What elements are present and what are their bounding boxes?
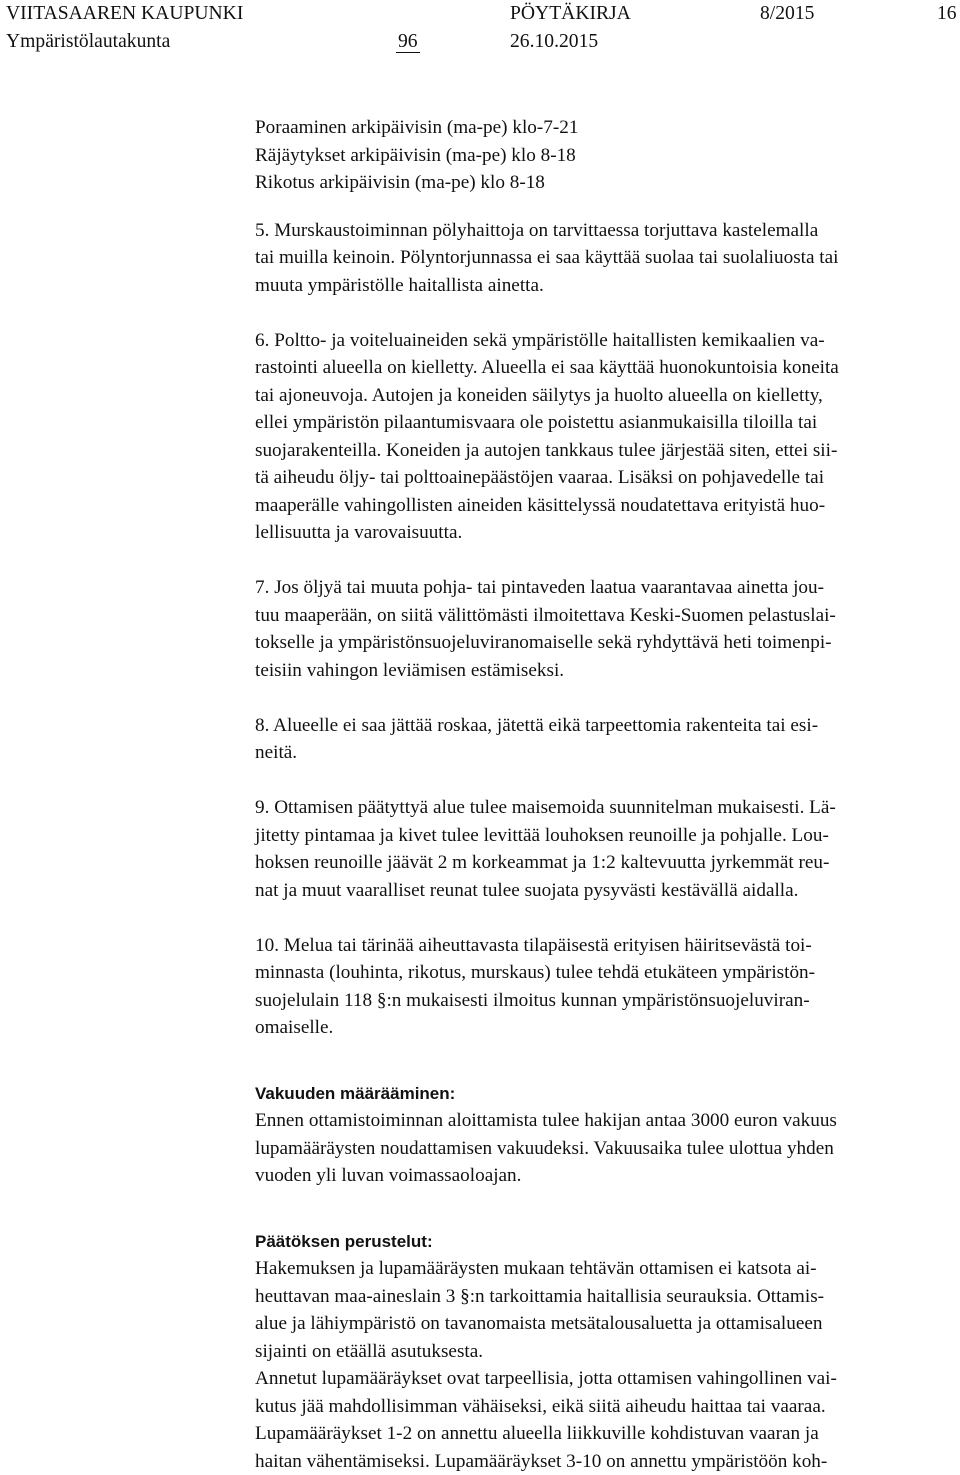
text-line: Hakemuksen ja lupamääräysten mukaan tehtävän ottamisen ei katsota ai- xyxy=(255,1255,955,1283)
text-line: 9. Ottamisen päätyttyä alue tulee maisemoida suunnitelman mukaisesti. Lä- xyxy=(255,794,955,822)
text-line: teisiin vahingon leviämisen estämiseksi. xyxy=(255,657,955,685)
text-line: hoksen reunoille jäävät 2 m korkeammat ja 1:2 kaltevuutta jyrkemmät reu- xyxy=(255,849,955,877)
meeting-date: 26.10.2015 xyxy=(510,30,598,54)
document-body xyxy=(255,114,955,1475)
text-line: lupamääräysten noudattamisen vakuudeksi. Vakuusaika tulee ulottua yhden xyxy=(255,1135,955,1163)
item-7 xyxy=(255,574,955,684)
text-line: tai muilla keinoin. Pölyntorjunnassa ei saa käyttää suolaa tai suolaliuosta tai xyxy=(255,244,955,272)
text-line: Poraaminen arkipäivisin (ma-pe) klo-7-21 xyxy=(255,114,955,142)
reasons-text xyxy=(255,1255,955,1475)
item-9 xyxy=(255,794,955,904)
text-line: ellei ympäristön pilaantumisvaara ole poistettu asianmukaisilla tiloilla tai xyxy=(255,409,955,437)
section-number: 96 xyxy=(398,30,418,54)
text-line: 7. Jos öljyä tai muuta pohja- tai pintaveden laatua vaarantavaa ainetta jou- xyxy=(255,574,955,602)
text-line: Lupamääräykset 1-2 on annettu alueella liikkuville kohdistuvan vaaran ja xyxy=(255,1420,955,1448)
text-line: suojelulain 118 §:n mukaisesti ilmoitus kunnan ympäristönsuojeluviran- xyxy=(255,987,955,1015)
text-line: Räjäytykset arkipäivisin (ma-pe) klo 8-18 xyxy=(255,142,955,170)
text-line: neitä. xyxy=(255,739,955,767)
text-line: omaiselle. xyxy=(255,1014,955,1042)
text-line: sijainti on etäällä asutuksesta. xyxy=(255,1338,955,1366)
text-line: 10. Melua tai tärinää aiheuttavasta tilapäisestä erityisen häiritsevästä toi- xyxy=(255,932,955,960)
text-line: rastointi alueella on kielletty. Alueella ei saa käyttää huonokuntoisia koneita xyxy=(255,354,955,382)
reasons-heading: Päätöksen perustelut: xyxy=(255,1228,955,1256)
text-line: vuoden yli luvan voimassaoloajan. xyxy=(255,1162,955,1190)
text-line: tokselle ja ympäristönsuojeluviranomaiselle sekä ryhdyttävä heti toimenpi- xyxy=(255,629,955,657)
item-10 xyxy=(255,932,955,1042)
text-line: Annetut lupamääräykset ovat tarpeellisia, jotta ottamisen vahingollinen vai- xyxy=(255,1365,955,1393)
page-number: 16 xyxy=(937,2,957,26)
guarantee-heading: Vakuuden määrääminen: xyxy=(255,1080,955,1108)
text-line: minnasta (louhinta, rikotus, murskaus) tulee tehdä etukäteen ympäristön- xyxy=(255,959,955,987)
item-8 xyxy=(255,712,955,767)
text-line: haitan vähentämiseksi. Lupamääräykset 3-10 on annettu ympäristöön koh- xyxy=(255,1448,955,1475)
municipality-name: VIITASAAREN KAUPUNKI xyxy=(6,2,243,26)
text-line: maaperälle vahingollisten aineiden käsittelyssä noudatettava erityistä huo- xyxy=(255,492,955,520)
text-line: Ennen ottamistoiminnan aloittamista tulee hakijan antaa 3000 euron vakuus xyxy=(255,1107,955,1135)
text-line: tai ajoneuvoja. Autojen ja koneiden säilytys ja huolto alueella on kielletty, xyxy=(255,382,955,410)
guarantee-text xyxy=(255,1107,955,1190)
document-number: 8/2015 xyxy=(760,2,814,26)
text-line: heuttavan maa-aineslain 3 §:n tarkoittamia haitallisia seurauksia. Ottamis- xyxy=(255,1283,955,1311)
committee-name: Ympäristölautakunta xyxy=(6,30,170,54)
text-line: muuta ympäristölle haitallista ainetta. xyxy=(255,272,955,300)
text-line: 6. Poltto- ja voiteluaineiden sekä ympäristölle haitallisten kemikaalien va- xyxy=(255,327,955,355)
text-line: suojarakenteilla. Koneiden ja autojen tankkaus tulee järjestää siten, ettei sii- xyxy=(255,437,955,465)
text-line: lellisuutta ja varovaisuutta. xyxy=(255,519,955,547)
text-line: kutus jää mahdollisimman vähäiseksi, eikä siitä aiheudu haittaa tai vaaraa. xyxy=(255,1393,955,1421)
text-line: jitetty pintamaa ja kivet tulee levittää louhoksen reunoille ja pohjalle. Lou- xyxy=(255,822,955,850)
document-type: PÖYTÄKIRJA xyxy=(510,2,631,26)
text-line: Rikotus arkipäivisin (ma-pe) klo 8-18 xyxy=(255,169,955,197)
text-line: 8. Alueelle ei saa jättää roskaa, jätettä eikä tarpeettomia rakenteita tai esi- xyxy=(255,712,955,740)
text-line: nat ja muut vaaralliset reunat tulee suojata pysyvästi kestävällä aidalla. xyxy=(255,877,955,905)
item-5 xyxy=(255,217,955,300)
text-line: tuu maaperään, on siitä välittömästi ilmoitettava Keski-Suomen pelastuslai- xyxy=(255,602,955,630)
text-line: 5. Murskaustoiminnan pölyhaittoja on tarvittaessa torjuttava kastelemalla xyxy=(255,217,955,245)
item-6 xyxy=(255,327,955,547)
text-line: alue ja lähiympäristö on tavanomaista metsätalousaluetta ja ottamisalueen xyxy=(255,1310,955,1338)
schedule-block xyxy=(255,114,955,197)
text-line: tä aiheudu öljy- tai polttoainepäästöjen vaaraa. Lisäksi on pohjavedelle tai xyxy=(255,464,955,492)
